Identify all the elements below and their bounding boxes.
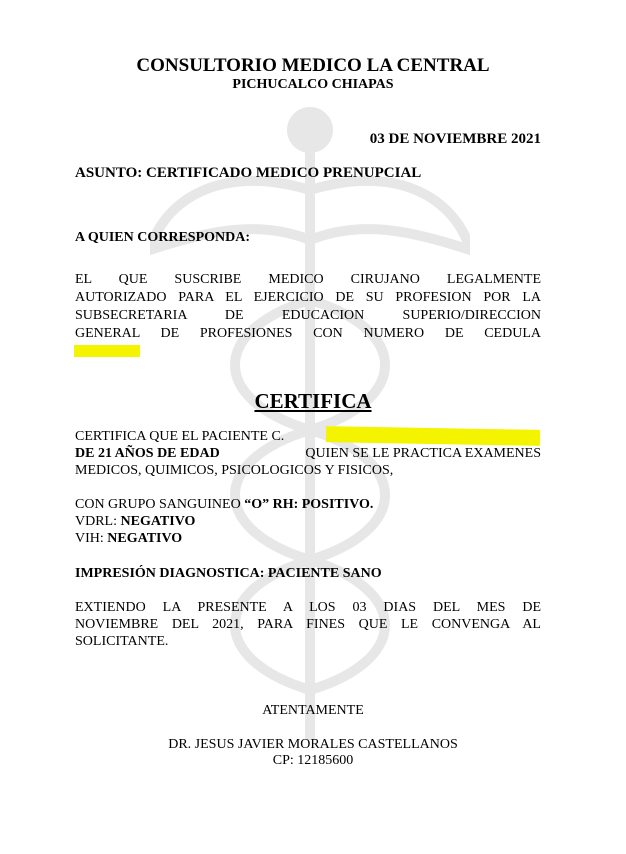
clinic-name: CONSULTORIO MEDICO LA CENTRAL [136,55,490,76]
farewell: ATENTAMENTE [262,703,364,718]
redacted-cedula [74,345,140,357]
doctor-license: CP: 12185600 [272,753,354,768]
intro-line-3: SUBSECRETARIA DE EDUCACION SUPERIO/DIRECCION [75,308,541,323]
intro-line-2: AUTORIZADO PARA EL EJERCICIO DE SU PROFESION POR LA [75,290,541,305]
closing-line-2: NOVIEMBRE DEL 2021, PARA FINES QUE LE CONVENGA AL [75,617,541,632]
vdrl-label: VDRL: [75,514,117,529]
vdrl-line [75,514,195,530]
blood-group-prefix: CON GRUPO SANGUINEO [75,497,241,512]
diagnosis-line: IMPRESIÓN DIAGNOSTICA: PACIENTE SANO [75,566,382,581]
certifica-heading: CERTIFICA [254,389,372,413]
patient-age: DE 21 AÑOS DE EDAD [75,446,220,461]
doctor-name: DR. JESUS JAVIER MORALES CASTELLANOS [168,737,458,752]
closing-line-3: SOLICITANTE. [75,634,169,649]
certify-line-2-rest: QUIEN SE LE PRACTICA EXAMENES [305,446,541,461]
clinic-city: PICHUCALCO CHIAPAS [232,77,394,92]
vih-label: VIH: [75,531,104,546]
blood-group-value: “O” RH: POSITIVO. [244,497,374,512]
intro-line-1: EL QUE SUSCRIBE MEDICO CIRUJANO LEGALMENTE [75,272,541,287]
blood-group-line [75,497,373,513]
document-date: 03 DE NOVIEMBRE 2021 [369,131,541,147]
vih-value: NEGATIVO [107,531,183,546]
certify-line-1: CERTIFICA QUE EL PACIENTE C. [75,429,285,444]
vdrl-value: NEGATIVO [120,514,196,529]
certify-line-3: MEDICOS, QUIMICOS, PSICOLOGICOS Y FISICOS, [75,463,394,478]
salutation: A QUIEN CORRESPONDA: [75,230,251,245]
vih-line [75,531,182,547]
closing-line-1: EXTIENDO LA PRESENTE A LOS 03 DIAS DEL MES DE [75,600,541,615]
subject-line: ASUNTO: CERTIFICADO MEDICO PRENUPCIAL [75,165,422,181]
certify-line-2 [75,446,541,462]
intro-line-4: GENERAL DE PROFESIONES CON NUMERO DE CEDULA [75,326,541,341]
